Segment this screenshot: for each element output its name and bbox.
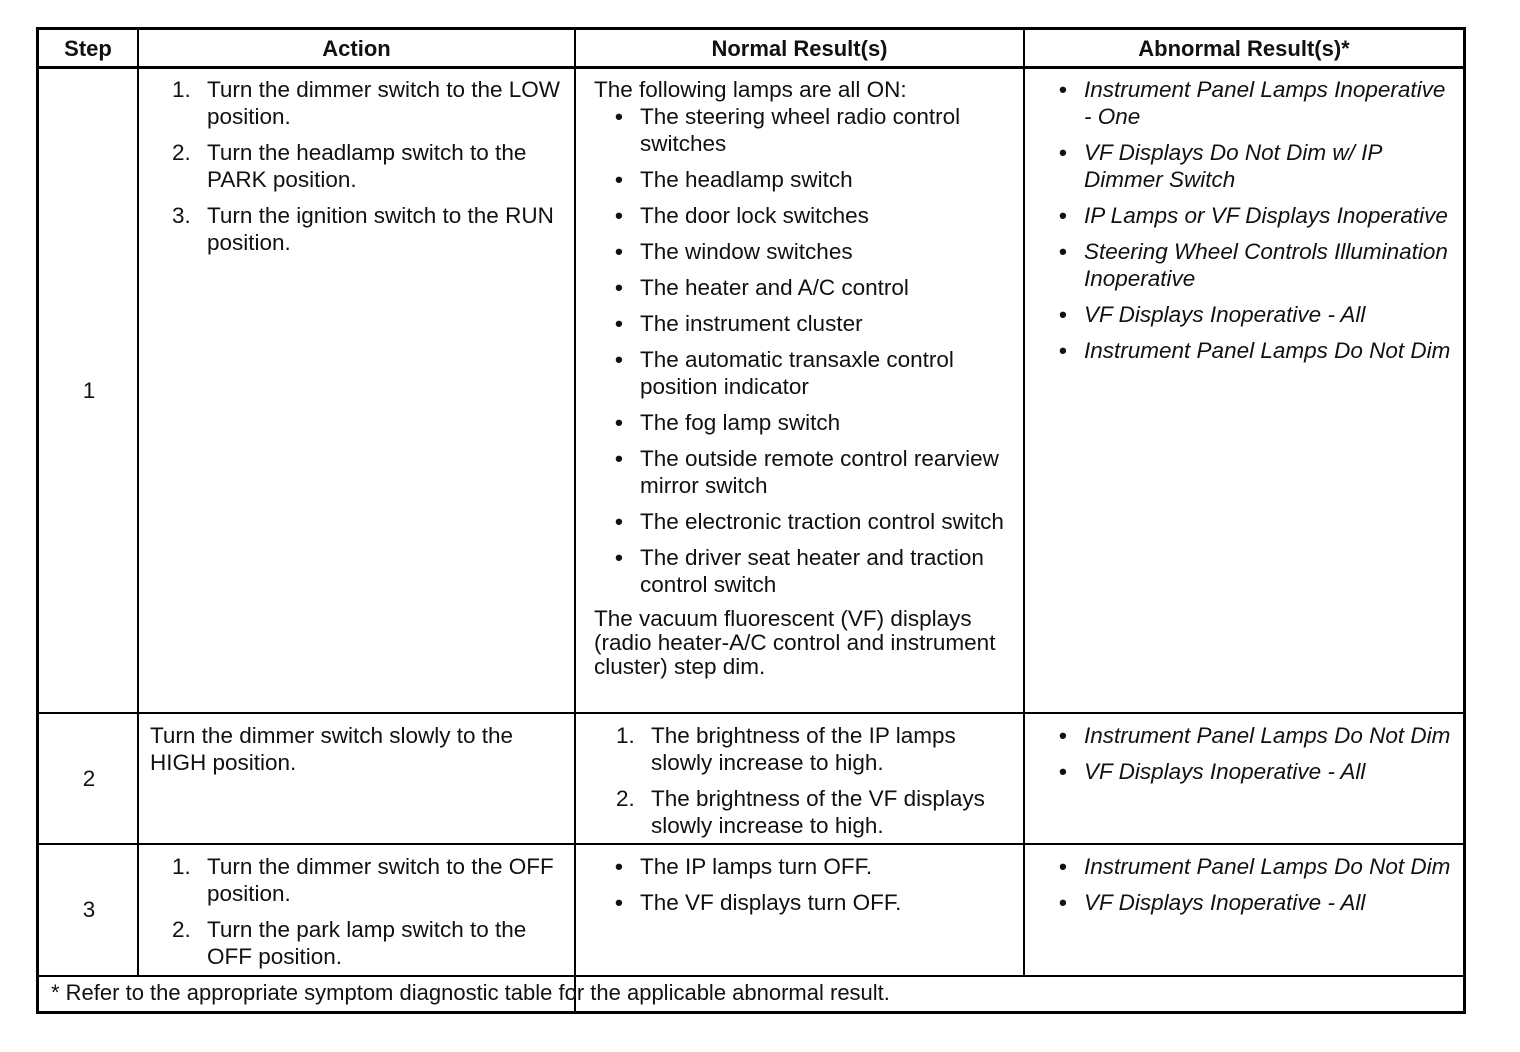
- abnormal-result-cell: [1059, 853, 1454, 925]
- normal-item: • The automatic transaxle control position indicator: [615, 347, 954, 399]
- normal-item: • The instrument cluster: [615, 311, 863, 336]
- abnormal-item: • Instrument Panel Lamps Do Not Dim: [1059, 338, 1451, 363]
- action-item: 2. Turn the headlamp switch to the PARK position.: [172, 140, 527, 192]
- normal-item: • The driver seat heater and traction control switch: [615, 545, 984, 597]
- footnote: * Refer to the appropriate symptom diagnostic table for the applicable abnormal result.: [51, 979, 890, 1005]
- action-item: 3. Turn the ignition switch to the RUN position.: [172, 203, 554, 255]
- abnormal-item: • VF Displays Inoperative - All: [1059, 890, 1366, 915]
- normal-item: • The IP lamps turn OFF.: [615, 854, 873, 879]
- action-cell: Turn the dimmer switch slowly to the HIGH position.: [150, 723, 514, 775]
- normal-result-cell: [616, 722, 1021, 848]
- abnormal-item: • VF Displays Inoperative - All: [1059, 759, 1366, 784]
- abnormal-item: • IP Lamps or VF Displays Inoperative: [1059, 203, 1448, 228]
- abnormal-result-cell: [1059, 722, 1454, 794]
- abnormal-item: • Instrument Panel Lamps Do Not Dim: [1059, 723, 1451, 748]
- abnormal-item: • Steering Wheel Controls Illumination Inoperative: [1059, 239, 1448, 291]
- normal-item: • The outside remote control rearview mirror switch: [615, 446, 999, 498]
- abnormal-result-cell: [1059, 76, 1454, 373]
- normal-item: • The steering wheel radio control switches: [615, 104, 961, 156]
- normal-item: • The window switches: [615, 239, 853, 264]
- action-cell: [172, 853, 562, 979]
- column-divider: [574, 30, 576, 1014]
- step-number: 2: [82, 765, 96, 791]
- normal-item: • The heater and A/C control: [615, 275, 909, 300]
- normal-item: • The VF displays turn OFF.: [615, 890, 902, 915]
- normal-item: • The electronic traction control switch: [615, 509, 1004, 534]
- normal-result-cell: [594, 76, 1022, 679]
- normal-item: • The fog lamp switch: [615, 410, 841, 435]
- normal-item: • The headlamp switch: [615, 167, 853, 192]
- abnormal-item: • VF Displays Inoperative - All: [1059, 302, 1366, 327]
- abnormal-item: • Instrument Panel Lamps Inoperative - One: [1059, 77, 1446, 129]
- abnormal-item: • VF Displays Do Not Dim w/ IP Dimmer Switch: [1059, 140, 1382, 192]
- normal-intro: The following lamps are all ON:: [594, 77, 907, 102]
- normal-item: 1. The brightness of the IP lamps slowly increase to high.: [616, 723, 956, 775]
- action-cell: [172, 76, 562, 265]
- normal-item: 2. The brightness of the VF displays slowly increase to high.: [616, 786, 985, 838]
- diagnostic-table: [36, 27, 1466, 1014]
- action-item: 1. Turn the dimmer switch to the LOW position.: [172, 77, 561, 129]
- header-step: Step: [64, 36, 112, 61]
- row-divider: [39, 712, 1463, 714]
- normal-result-cell: [615, 853, 1020, 925]
- column-divider: [1023, 30, 1025, 976]
- header-normal-results: Normal Result(s): [711, 36, 888, 61]
- action-item: 2. Turn the park lamp switch to the OFF position.: [172, 917, 527, 969]
- abnormal-item: • Instrument Panel Lamps Do Not Dim: [1059, 854, 1451, 879]
- normal-outro: The vacuum fluorescent (VF) displays (radio heater-A/C control and instrument cluster) step dim.: [594, 606, 996, 679]
- action-item: 1. Turn the dimmer switch to the OFF position.: [172, 854, 554, 906]
- header-abnormal-results: Abnormal Result(s)*: [1138, 36, 1350, 61]
- step-number: 3: [82, 897, 96, 922]
- normal-item: • The door lock switches: [615, 203, 869, 228]
- header-action: Action: [322, 36, 391, 61]
- step-number: 1: [82, 377, 96, 403]
